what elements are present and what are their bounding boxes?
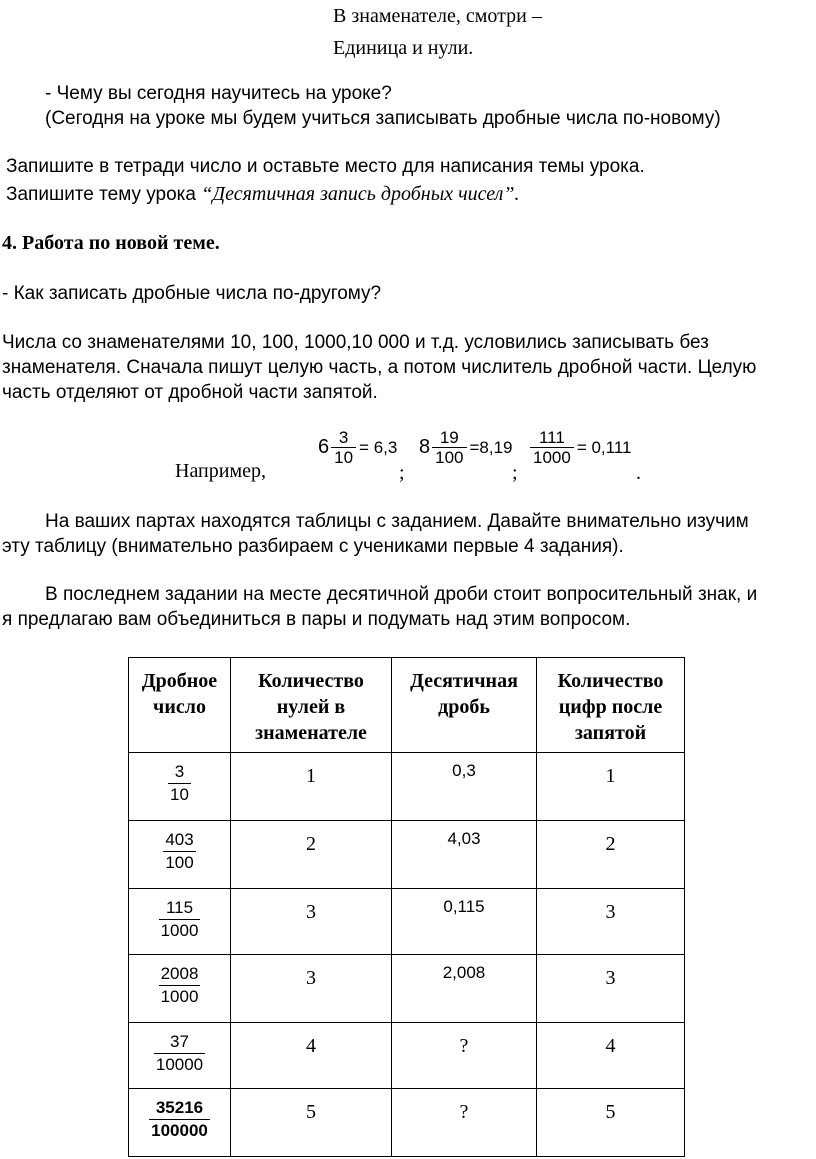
poem-line-1: В знаменателе, смотри – [333,5,542,27]
decimal-cell: 2,008 [392,955,537,1023]
lesson-topic: “Десятичная запись дробных чисел”. [201,183,520,205]
fraction-cell: $\frac{115}{1000}$ [129,889,231,955]
table-row [129,1023,685,1089]
zeros-cell: 2 [231,821,392,889]
section-heading: 4. Работа по новой теме. [2,232,220,254]
end-dot: . [636,462,641,484]
digits-cell: 3 [537,955,685,1023]
decimal-cell: 4,03 [392,821,537,889]
header-fraction: Дробное число [129,658,231,753]
poem-line-2: Единица и нули. [333,37,474,59]
fraction-cell: $\frac{403}{100}$ [129,821,231,889]
decimal-cell: 0,115 [392,889,537,955]
table-row [129,821,685,889]
separator-1: ; [399,462,405,484]
digits-cell: 2 [537,821,685,889]
example-2: 8 $\frac{19}{100}$ =8,19 [419,428,513,467]
digits-cell: 3 [537,889,685,955]
table-header-row [129,658,685,753]
paragraph-1-line-2: знаменателя. Сначала пишут целую часть, а потом числитель дробной части. Целую [2,357,757,378]
digits-cell: 1 [537,753,685,821]
zeros-cell: 3 [231,955,392,1023]
fraction-cell: $\frac{37}{10000}$ [129,1023,231,1089]
header-zeros: Количество нулей в знаменателе [231,658,392,753]
paragraph-3-line-2: я предлагаю вам объединиться в пары и подумать над этим вопросом. [2,609,631,630]
zeros-cell: 4 [231,1023,392,1089]
how-question: - Как записать дробные числа по-другому? [2,283,382,304]
paragraph-2-line-1: На ваших партах находятся таблицы с заданием. Давайте внимательно изучим [45,511,749,532]
fraction-cell: $\frac{2008}{1000}$ [129,955,231,1023]
table-row [129,1089,685,1157]
header-decimal: Десятичная дробь [392,658,537,753]
table-row [129,955,685,1023]
table-row [129,753,685,821]
paragraph-2-line-2: эту таблицу (внимательно разбираем с учениками первые 4 задания). [2,536,624,557]
digits-cell: 4 [537,1023,685,1089]
fraction-cell: $\frac{3}{10}$ [129,753,231,821]
example-label: Например, [175,460,266,482]
task-table [128,657,685,1157]
fraction-cell: $\frac{35216}{100000}$ [129,1089,231,1157]
zeros-cell: 1 [231,753,392,821]
paragraph-3-line-1: В последнем задании на месте десятичной дроби стоит вопросительный знак, и [45,584,758,605]
digits-cell: 5 [537,1089,685,1157]
instruction-line-1: Запишите в тетради число и оставьте место для написания темы урока. [6,156,645,177]
decimal-cell: ? [392,1089,537,1157]
question-line: - Чему вы сегодня научитесь на уроке? [45,83,392,104]
header-digits: Количество цифр после запятой [537,658,685,753]
separator-2: ; [512,462,518,484]
paragraph-1-line-3: часть отделяют от дробной части запятой. [2,382,378,403]
zeros-cell: 5 [231,1089,392,1157]
paragraph-1-line-1: Числа со знаменателями 10, 100, 1000,10 000 и т.д. условились записывать без [2,332,709,353]
decimal-cell: 0,3 [392,753,537,821]
example-1: 6 $\frac{3}{10}$ = 6,3 [318,428,398,467]
instruction-line-2 [6,180,520,209]
decimal-cell: ? [392,1023,537,1089]
example-3: $\frac{111}{1000}$ = 0,111 [530,428,632,467]
answer-line: (Сегодня на уроке мы будем учиться записывать дробные числа по-новому) [45,108,721,129]
topic-prefix: Запишите тему урока [6,184,202,205]
table-row [129,889,685,955]
zeros-cell: 3 [231,889,392,955]
